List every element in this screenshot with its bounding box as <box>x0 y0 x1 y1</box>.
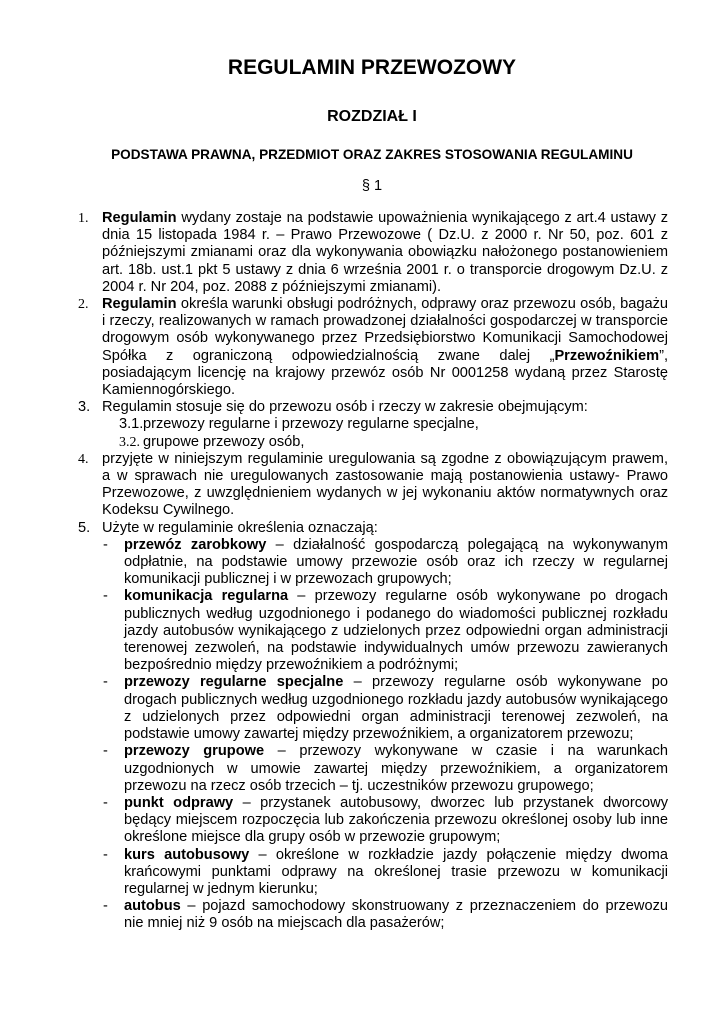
definition-term: kurs autobusowy <box>124 846 250 863</box>
dash-marker: - <box>103 743 108 760</box>
chapter-heading: ROZDZIAŁ I <box>327 108 417 125</box>
item-number: 3. <box>78 399 91 416</box>
dash-marker: - <box>103 794 108 811</box>
regulation-list <box>78 210 668 933</box>
sub-item-number: 3.2. <box>119 434 140 450</box>
dash-marker: - <box>103 674 108 691</box>
sub-item-text: grupowe przewozy osób, <box>143 433 305 450</box>
definition-text: komunikacja regularna – przewozy regularne osób wykonywane po drogach publicznych według uzgodnionego i podanego do wiadomości publicznej rozkładu jazdy autobusów wynikającego z udzielonych przez odpowiedni organ administracji terenowej zezwoleń, na podstawie indywidualnych umów przewozu zawieranych bezpośrednio między przewoźnikiem a podróżnymi; <box>124 588 668 674</box>
definition-term: przewozy regularne specjalne <box>124 674 344 691</box>
list-item <box>78 399 668 416</box>
sub-item <box>78 416 668 433</box>
definition-item <box>78 847 668 899</box>
definition-item <box>78 795 668 847</box>
definition-text: przewozy grupowe – przewozy wykonywane w czasie i na warunkach uzgodnionych w umowie zawartej między przewoźnikiem, a organizatorem przewozu na rzecz osób trzecich – tj. uczestników przewozu grupowego; <box>124 743 668 794</box>
definition-term: punkt odprawy <box>124 794 234 811</box>
item-text: Regulamin wydany zostaje na podstawie upoważnienia wynikającego z art.4 ustawy z dnia 15 listopada 1984 r. – Prawo Przewozowe ( Dz.U. z 2000 r. Nr 50, poz. 601 z późniejszymi zmianami oraz dla wykonywania obowiązku nałożonego postanowieniem art. 18b. ust.1 pkt 5 ustawy z dnia 6 września 2001 r. o transporcie drogowym Dz.U. z 2004 r. Nr 204, poz. 2088 z późniejszymi zmianami). <box>102 210 668 295</box>
definition-term: autobus <box>124 898 181 915</box>
list-item <box>78 296 668 399</box>
chapter-subtitle: PODSTAWA PRAWNA, PRZEDMIOT ORAZ ZAKRES STOSOWANIA REGULAMINU <box>111 147 633 162</box>
dash-marker: - <box>103 588 108 605</box>
sub-item-number: 3.1. <box>119 416 144 433</box>
item-text: przyjęte w niniejszym regulaminie uregulowania są zgodne z obowiązującym prawem, a w sprawach nie uregulowanych zastosowanie mają postanowienia ustawy- Prawo Przewozowe, z uwzględnieniem wydanych w jej wykonaniu aktów normatywnych oraz Kodeksu Cywilnego. <box>102 450 668 519</box>
list-item <box>78 520 668 537</box>
list-item <box>78 451 668 520</box>
definition-item <box>78 588 668 674</box>
item-text: Regulamin określa warunki obsługi podróżnych, odprawy oraz przewozu osób, bagażu i rzeczy, realizowanych w ramach prowadzonej działalności gospodarczej w transporcie drogowym osób wykonywanego przez Przedsiębiorstwo Komunikacji Samochodowej Spółka z ograniczoną odpowiedzialnością zwane dalej „Przewoźnikiem”, posiadającym licencję na krajowy przewóz osób Nr 0001258 wydaną przez Starostę Kamiennogórskiego. <box>102 296 668 399</box>
definition-item <box>78 674 668 743</box>
definition-term: przewóz zarobkowy <box>124 536 267 553</box>
item-bold-term: Regulamin <box>102 210 177 226</box>
definition-text: przewóz zarobkowy – działalność gospodarczą polegającą na wykonywanym odpłatnie, na podstawie umowy przewozie osób oraz ich rzeczy w regularnej komunikacji publicznej i w przewozach grupowych; <box>124 536 668 588</box>
list-item <box>78 210 668 296</box>
sub-item-text: przewozy regularne i przewozy regularne specjalne, <box>143 416 479 433</box>
sub-item <box>78 434 668 451</box>
definition-term: komunikacja regularna <box>124 588 289 605</box>
item-bold-term: Przewoźnikiem <box>554 347 660 364</box>
definition-text: przewozy regularne specjalne – przewozy regularne osób wykonywane po drogach publicznych według uzgodnionego rozkładu jazdy autobusów wynikającego z udzielonych przez odpowiedni organ administracji terenowej zezwoleń, na podstawie umowy zawartej między przewoźnikiem, a organizatorem przewozu; <box>124 674 668 743</box>
definition-term: przewozy grupowe <box>124 743 265 760</box>
section-sign: § 1 <box>361 178 383 194</box>
definition-text: punkt odprawy – przystanek autobusowy, dworzec lub przystanek dworcowy będący miejscem rozpoczęcia lub zakończenia przewozu określonej osoby lub inne określone miejsce dla grupy osób w przewozie grupowym; <box>124 794 668 846</box>
item-text: Regulamin stosuje się do przewozu osób i rzeczy w zakresie obejmującym: <box>102 399 588 416</box>
item-number: 4. <box>78 451 89 467</box>
item-number: 1. <box>78 211 89 226</box>
item-text: Użyte w regulaminie określenia oznaczają: <box>102 519 378 536</box>
definition-item <box>78 537 668 589</box>
item-number: 2. <box>78 297 89 313</box>
definition-text: kurs autobusowy – określone w rozkładzie jazdy połączenie między dwoma krańcowymi punktami odprawy na określonej trasie przewozu w komunikacji regularnej w jednym kierunku; <box>124 846 669 897</box>
dash-marker: - <box>103 846 108 863</box>
item-number: 5. <box>78 519 91 536</box>
dash-marker: - <box>103 898 108 915</box>
document-title: REGULAMIN PRZEWOZOWY <box>227 56 517 79</box>
dash-marker: - <box>103 536 108 553</box>
definition-text: autobus – pojazd samochodowy skonstruowany z przeznaczeniem do przewozu nie mniej niż 9 osób na miejscach dla pasażerów; <box>124 898 668 932</box>
definition-item <box>78 743 668 795</box>
definition-item <box>78 898 668 932</box>
item-bold-term: Regulamin <box>102 296 177 313</box>
